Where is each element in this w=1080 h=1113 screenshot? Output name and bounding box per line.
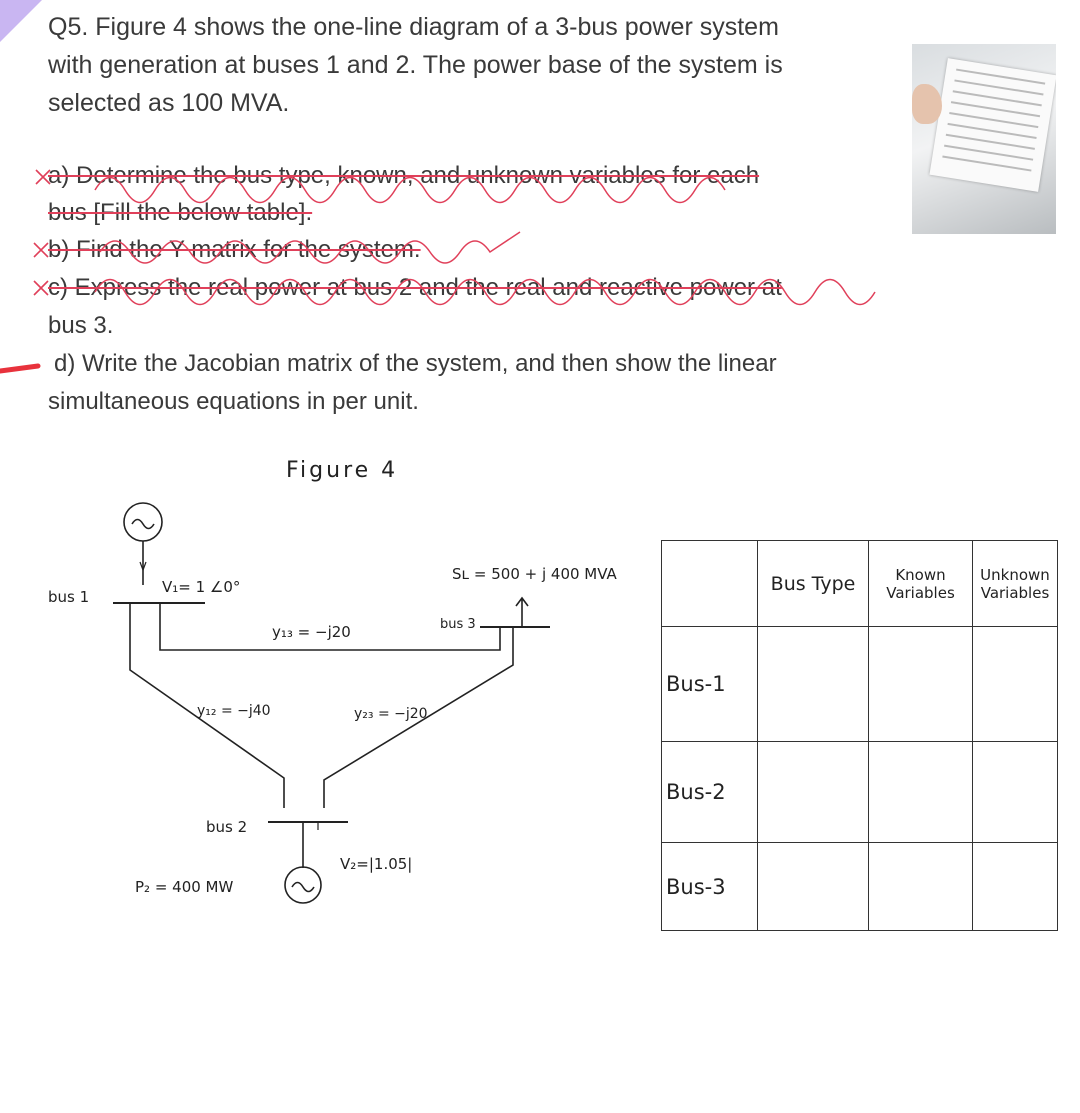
figure-label: Figure 4	[286, 458, 399, 483]
load-label: Sʟ = 500 + j 400 MVA	[452, 565, 617, 583]
cell-bus2-unknown[interactable]	[973, 742, 1058, 843]
y23-label: y₂₃ = −j20	[354, 706, 428, 722]
question-line-3: selected as 100 MVA.	[48, 89, 290, 117]
scribble-b	[100, 232, 520, 263]
bus2-label: bus 2	[206, 818, 248, 836]
question-line-2: with generation at buses 1 and 2. The power base of the system is	[48, 51, 783, 79]
generator-2-wave	[292, 883, 314, 892]
cross-b	[34, 243, 48, 257]
cell-bus1-known[interactable]	[869, 627, 973, 742]
v2-label: V₂=|1.05|	[340, 855, 413, 873]
question-line-1: Q5. Figure 4 shows the one-line diagram of a 3-bus power system	[48, 13, 779, 41]
cell-bus3-type[interactable]	[758, 843, 869, 931]
bus-table	[661, 540, 1058, 931]
table-row	[662, 742, 1058, 843]
part-c-line-2: bus 3.	[48, 312, 114, 339]
cell-bus2-known[interactable]	[869, 742, 973, 843]
table-header-row	[662, 541, 1058, 627]
y13-label: y₁₃ = −j20	[272, 623, 351, 641]
one-line-diagram	[113, 503, 550, 903]
cell-bus1-type[interactable]	[758, 627, 869, 742]
bus3-label: bus 3	[440, 617, 476, 632]
p2-label: P₂ = 400 MW	[135, 878, 234, 896]
part-b: b) Find the Y matrix for the system.	[48, 236, 421, 263]
part-d-line-1: d) Write the Jacobian matrix of the system, and then show the linear	[54, 350, 777, 377]
pointer-mark	[0, 366, 38, 371]
cell-bus3-known[interactable]	[869, 843, 973, 931]
scribble-a	[95, 178, 725, 203]
table-header-unknown: Unknown Variables	[973, 541, 1058, 627]
part-d-line-2: simultaneous equations in per unit.	[48, 388, 419, 415]
row-label-bus-1: Bus-1	[662, 627, 758, 742]
bus1-label: bus 1	[48, 588, 90, 606]
table-row	[662, 843, 1058, 931]
row-label-bus-2: Bus-2	[662, 742, 758, 843]
generator-2-icon	[285, 867, 321, 903]
generator-1-wave	[132, 520, 154, 529]
table-header-bus-type: Bus Type	[758, 541, 869, 627]
table-row	[662, 627, 1058, 742]
table-header-empty	[662, 541, 758, 627]
cross-a	[36, 170, 50, 184]
part-a-line-2: bus [Fill the below table].	[48, 199, 313, 226]
part-a-line-1: a) Determine the bus type, known, and unknown variables for each	[48, 162, 760, 189]
cell-bus1-unknown[interactable]	[973, 627, 1058, 742]
load-arrow-icon	[516, 598, 528, 627]
table-header-known: Known Variables	[869, 541, 973, 627]
part-c-line-1: c) Express the real power at bus 2 and the real and reactive power at	[48, 274, 782, 301]
y12-label: y₁₂ = −j40	[197, 703, 271, 719]
cell-bus3-unknown[interactable]	[973, 843, 1058, 931]
cross-c	[34, 281, 48, 295]
scribble-c	[95, 280, 875, 305]
row-label-bus-3: Bus-3	[662, 843, 758, 931]
generator-1-icon	[124, 503, 162, 541]
cell-bus2-type[interactable]	[758, 742, 869, 843]
v1-label: V₁= 1 ∠0°	[162, 578, 241, 596]
